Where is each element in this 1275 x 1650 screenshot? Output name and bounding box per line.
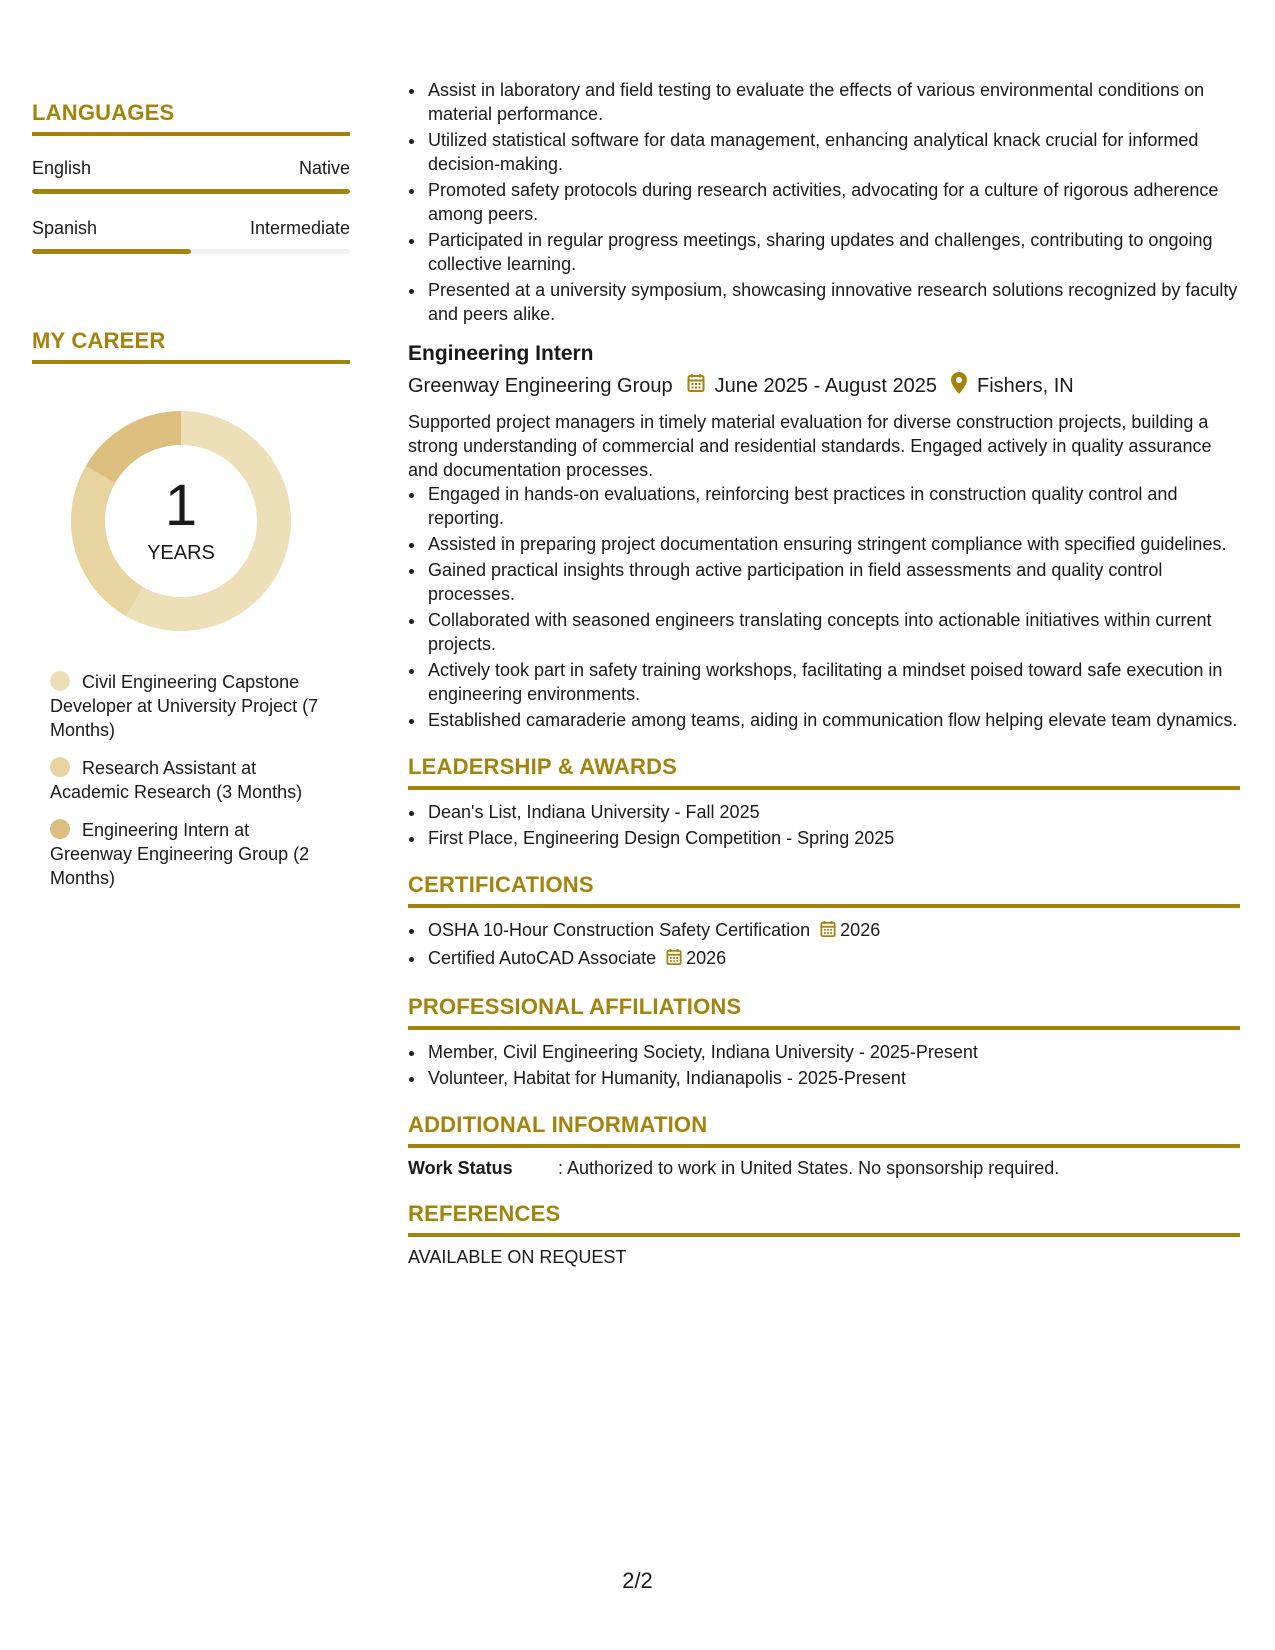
list-item: • Assist in laboratory and field testing to evaluate the effects of various environmental conditions on material performance. [426, 78, 1240, 126]
leadership-list [408, 800, 1240, 850]
language-proficiency-fill [32, 189, 350, 194]
certifications-heading: CERTIFICATIONS [408, 872, 1240, 908]
language-proficiency-fill [32, 249, 191, 254]
cert-year: 2026 [840, 920, 881, 940]
legend-dot [50, 819, 70, 839]
calendar-icon [820, 920, 836, 944]
job-title: Engineering Intern [408, 342, 594, 365]
job-bullets [408, 482, 1240, 732]
career-total-unit: YEARS [147, 542, 215, 564]
language-proficiency-bar [32, 189, 350, 194]
language-spanish [32, 218, 350, 254]
language-level: Intermediate [249, 218, 350, 238]
cert-name: OSHA 10-Hour Construction Safety Certification [428, 920, 811, 940]
language-proficiency-bar [32, 249, 350, 254]
work-status-row [408, 1158, 1240, 1179]
calendar-icon [666, 948, 682, 972]
list-item: • Established camaraderie among teams, aiding in communication flow helping elevate team dynamics. [426, 708, 1240, 732]
right-column [408, 78, 1240, 1268]
job-location: Fishers, IN [977, 374, 1074, 397]
affiliations-heading: PROFESSIONAL AFFILIATIONS [408, 994, 1240, 1030]
language-english [32, 158, 350, 194]
legend-dot [50, 671, 70, 691]
cert-name: Certified AutoCAD Associate [428, 948, 657, 968]
list-item: • Collaborated with seasoned engineers translating concepts into actionable initiatives within current projects. [426, 608, 1240, 656]
list-item [426, 918, 1240, 944]
previous-job-bullets [408, 78, 1240, 326]
list-item: • Member, Civil Engineering Society, Indiana University - 2025-Present [426, 1040, 1240, 1064]
job-dates: June 2025 - August 2025 [714, 374, 938, 397]
career-total-value: 1 [164, 473, 198, 538]
leadership-section [408, 754, 1240, 850]
language-name: English [32, 158, 92, 178]
job-meta [408, 372, 1240, 400]
references-heading: REFERENCES [408, 1201, 1240, 1237]
leadership-heading: LEADERSHIP & AWARDS [408, 754, 1240, 790]
additional-info-heading: ADDITIONAL INFORMATION [408, 1112, 1240, 1148]
list-item: • Assisted in preparing project documentation ensuring stringent compliance with specified guidelines. [426, 532, 1240, 556]
job-company: Greenway Engineering Group [408, 374, 673, 397]
career-donut [66, 406, 296, 636]
work-status-label: Work Status [408, 1158, 513, 1178]
list-item: • Utilized statistical software for data management, enhancing analytical knack crucial for informed decision-making. [426, 128, 1240, 176]
list-item: • Dean's List, Indiana University - Fall 2025 [426, 800, 1240, 824]
list-item: • Presented at a university symposium, showcasing innovative research solutions recognized by faculty and peers alike. [426, 278, 1240, 326]
affiliations-list [408, 1040, 1240, 1090]
career-legend-item: Research Assistant at Academic Research (3 Months) [50, 758, 303, 802]
languages-heading: LANGUAGES [32, 100, 350, 136]
career-legend-item: Engineering Intern at Greenway Engineering Group (2 Months) [50, 820, 310, 888]
list-item: • Volunteer, Habitat for Humanity, Indianapolis - 2025-Present [426, 1066, 1240, 1090]
career-heading: MY CAREER [32, 328, 350, 364]
list-item: • Participated in regular progress meetings, sharing updates and challenges, contributing to ongoing collective learning. [426, 228, 1240, 276]
cert-year: 2026 [686, 948, 727, 968]
references-section [408, 1201, 1240, 1268]
language-name: Spanish [32, 218, 98, 238]
calendar-icon [687, 373, 705, 399]
additional-info-section [408, 1112, 1240, 1179]
legend-dot [50, 757, 70, 777]
list-item: • First Place, Engineering Design Competition - Spring 2025 [426, 826, 1240, 850]
list-item: • Actively took part in safety training workshops, facilitating a mindset poised toward safe execution in engineering environments. [426, 658, 1240, 706]
left-column [32, 100, 350, 904]
page-number: 2/2 [622, 1568, 653, 1593]
list-item: • Promoted safety protocols during research activities, advocating for a culture of rigorous adherence among peers. [426, 178, 1240, 226]
affiliations-section [408, 994, 1240, 1090]
language-level: Native [298, 158, 350, 178]
references-text: AVAILABLE ON REQUEST [408, 1247, 627, 1267]
job-summary: Supported project managers in timely material evaluation for diverse construction projects, building a strong understanding of commercial and residential standards. Engaged actively in quality assurance and documentation processes. [408, 412, 1212, 480]
work-status-value: : Authorized to work in United States. No sponsorship required. [558, 1158, 1060, 1178]
list-item: • Engaged in hands-on evaluations, reinforcing best practices in construction quality control and reporting. [426, 482, 1240, 530]
job-entry [408, 342, 1240, 732]
career-legend-item: Civil Engineering Capstone Developer at University Project (7 Months) [50, 672, 319, 740]
certifications-list [408, 918, 1240, 972]
career-legend [50, 670, 330, 890]
list-item: • Gained practical insights through active participation in field assessments and quality control processes. [426, 558, 1240, 606]
certifications-section [408, 872, 1240, 972]
location-pin-icon [951, 372, 967, 400]
list-item [426, 946, 1240, 972]
